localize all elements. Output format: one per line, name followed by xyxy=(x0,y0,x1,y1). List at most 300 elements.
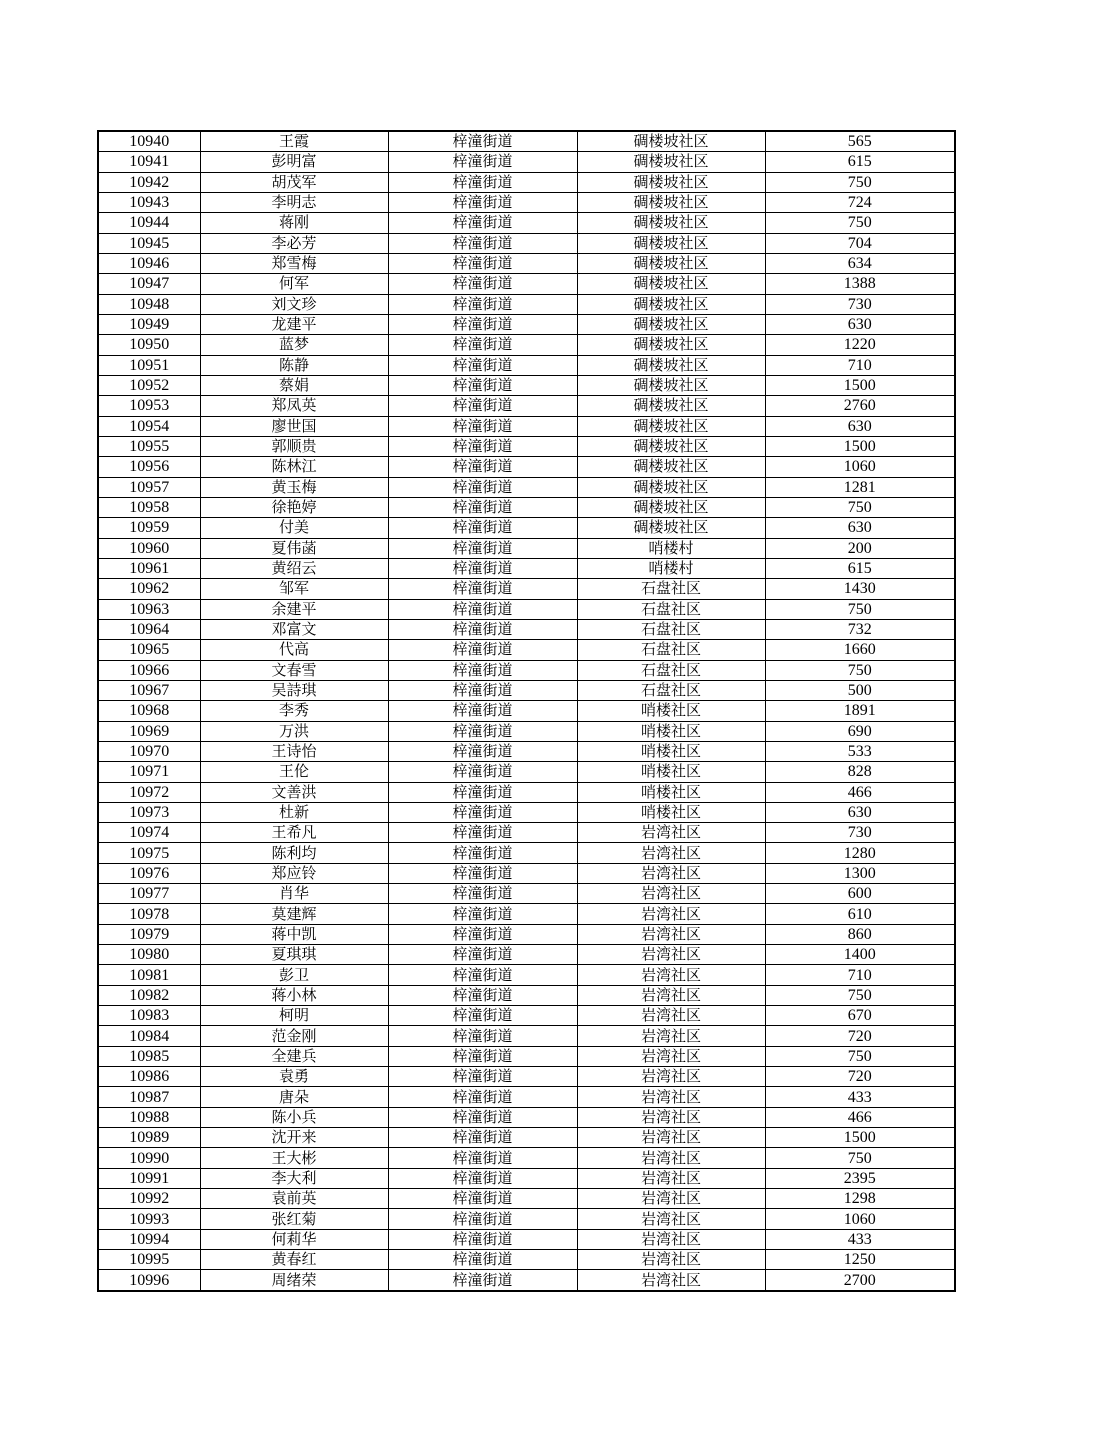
cell-street: 梓潼街道 xyxy=(388,213,577,233)
cell-community: 碉楼坡社区 xyxy=(577,192,765,212)
cell-name: 唐朵 xyxy=(200,1087,388,1107)
cell-name: 刘文珍 xyxy=(200,294,388,314)
table-row xyxy=(98,904,955,924)
cell-name: 黄玉梅 xyxy=(200,477,388,497)
cell-name: 夏琪琪 xyxy=(200,945,388,965)
cell-amount: 750 xyxy=(765,599,955,619)
cell-street: 梓潼街道 xyxy=(388,1107,577,1127)
cell-id: 10946 xyxy=(98,253,200,273)
cell-amount: 720 xyxy=(765,1026,955,1046)
table-row xyxy=(98,945,955,965)
cell-id: 10973 xyxy=(98,802,200,822)
cell-name: 彭明富 xyxy=(200,152,388,172)
cell-community: 碉楼坡社区 xyxy=(577,436,765,456)
cell-id: 10959 xyxy=(98,518,200,538)
table-row xyxy=(98,314,955,334)
cell-amount: 1060 xyxy=(765,1209,955,1229)
cell-community: 岩湾社区 xyxy=(577,1229,765,1249)
cell-street: 梓潼街道 xyxy=(388,1209,577,1229)
cell-id: 10993 xyxy=(98,1209,200,1229)
table-row xyxy=(98,924,955,944)
cell-id: 10979 xyxy=(98,924,200,944)
table-row xyxy=(98,152,955,172)
cell-name: 彭卫 xyxy=(200,965,388,985)
cell-street: 梓潼街道 xyxy=(388,1189,577,1209)
cell-street: 梓潼街道 xyxy=(388,782,577,802)
table-row xyxy=(98,416,955,436)
cell-id: 10967 xyxy=(98,680,200,700)
cell-community: 岩湾社区 xyxy=(577,1148,765,1168)
cell-id: 10966 xyxy=(98,660,200,680)
cell-street: 梓潼街道 xyxy=(388,599,577,619)
cell-community: 碉楼坡社区 xyxy=(577,355,765,375)
cell-amount: 1298 xyxy=(765,1189,955,1209)
cell-id: 10965 xyxy=(98,640,200,660)
cell-street: 梓潼街道 xyxy=(388,558,577,578)
cell-street: 梓潼街道 xyxy=(388,863,577,883)
cell-community: 哨楼社区 xyxy=(577,721,765,741)
cell-name: 蒋刚 xyxy=(200,213,388,233)
cell-community: 碉楼坡社区 xyxy=(577,477,765,497)
cell-amount: 533 xyxy=(765,741,955,761)
cell-id: 10991 xyxy=(98,1168,200,1188)
cell-street: 梓潼街道 xyxy=(388,640,577,660)
cell-street: 梓潼街道 xyxy=(388,294,577,314)
table-row xyxy=(98,863,955,883)
cell-id: 10974 xyxy=(98,823,200,843)
cell-street: 梓潼街道 xyxy=(388,1250,577,1270)
cell-name: 代高 xyxy=(200,640,388,660)
cell-community: 碉楼坡社区 xyxy=(577,294,765,314)
cell-name: 李秀 xyxy=(200,701,388,721)
cell-name: 柯明 xyxy=(200,1006,388,1026)
cell-street: 梓潼街道 xyxy=(388,457,577,477)
cell-amount: 1400 xyxy=(765,945,955,965)
cell-id: 10983 xyxy=(98,1006,200,1026)
cell-id: 10984 xyxy=(98,1026,200,1046)
table-row xyxy=(98,660,955,680)
cell-id: 10962 xyxy=(98,579,200,599)
cell-amount: 724 xyxy=(765,192,955,212)
table-row xyxy=(98,274,955,294)
cell-amount: 466 xyxy=(765,782,955,802)
cell-street: 梓潼街道 xyxy=(388,152,577,172)
cell-community: 哨楼村 xyxy=(577,538,765,558)
cell-amount: 690 xyxy=(765,721,955,741)
cell-street: 梓潼街道 xyxy=(388,1026,577,1046)
cell-community: 碉楼坡社区 xyxy=(577,233,765,253)
cell-street: 梓潼街道 xyxy=(388,518,577,538)
cell-community: 哨楼社区 xyxy=(577,701,765,721)
cell-id: 10981 xyxy=(98,965,200,985)
cell-community: 石盘社区 xyxy=(577,640,765,660)
cell-id: 10971 xyxy=(98,762,200,782)
cell-name: 蒋中凯 xyxy=(200,924,388,944)
cell-name: 王伦 xyxy=(200,762,388,782)
cell-street: 梓潼街道 xyxy=(388,762,577,782)
cell-amount: 732 xyxy=(765,619,955,639)
cell-amount: 200 xyxy=(765,538,955,558)
cell-amount: 1388 xyxy=(765,274,955,294)
cell-street: 梓潼街道 xyxy=(388,355,577,375)
cell-amount: 2700 xyxy=(765,1270,955,1291)
cell-name: 余建平 xyxy=(200,599,388,619)
cell-street: 梓潼街道 xyxy=(388,436,577,456)
cell-amount: 828 xyxy=(765,762,955,782)
table-row xyxy=(98,1148,955,1168)
table-row xyxy=(98,640,955,660)
cell-amount: 630 xyxy=(765,802,955,822)
cell-name: 袁勇 xyxy=(200,1067,388,1087)
cell-street: 梓潼街道 xyxy=(388,985,577,1005)
cell-amount: 2760 xyxy=(765,396,955,416)
table-row xyxy=(98,1026,955,1046)
cell-id: 10977 xyxy=(98,884,200,904)
cell-community: 碉楼坡社区 xyxy=(577,253,765,273)
cell-id: 10949 xyxy=(98,314,200,334)
cell-name: 何军 xyxy=(200,274,388,294)
cell-name: 蔡娟 xyxy=(200,375,388,395)
cell-community: 岩湾社区 xyxy=(577,924,765,944)
cell-name: 郑应铃 xyxy=(200,863,388,883)
cell-community: 岩湾社区 xyxy=(577,985,765,1005)
cell-name: 张红菊 xyxy=(200,1209,388,1229)
table-row xyxy=(98,985,955,1005)
cell-name: 郑雪梅 xyxy=(200,253,388,273)
table-row xyxy=(98,843,955,863)
cell-id: 10978 xyxy=(98,904,200,924)
cell-amount: 1430 xyxy=(765,579,955,599)
cell-street: 梓潼街道 xyxy=(388,416,577,436)
cell-community: 岩湾社区 xyxy=(577,1006,765,1026)
cell-name: 范金刚 xyxy=(200,1026,388,1046)
cell-community: 岩湾社区 xyxy=(577,1026,765,1046)
cell-amount: 750 xyxy=(765,497,955,517)
cell-community: 碉楼坡社区 xyxy=(577,497,765,517)
cell-name: 徐艳婷 xyxy=(200,497,388,517)
cell-id: 10948 xyxy=(98,294,200,314)
cell-community: 碉楼坡社区 xyxy=(577,396,765,416)
cell-name: 龙建平 xyxy=(200,314,388,334)
cell-community: 哨楼社区 xyxy=(577,741,765,761)
table-row xyxy=(98,1250,955,1270)
cell-amount: 610 xyxy=(765,904,955,924)
cell-id: 10989 xyxy=(98,1128,200,1148)
cell-amount: 500 xyxy=(765,680,955,700)
cell-street: 梓潼街道 xyxy=(388,802,577,822)
cell-street: 梓潼街道 xyxy=(388,274,577,294)
cell-amount: 433 xyxy=(765,1087,955,1107)
cell-amount: 630 xyxy=(765,416,955,436)
cell-community: 岩湾社区 xyxy=(577,863,765,883)
cell-name: 李明志 xyxy=(200,192,388,212)
cell-community: 岩湾社区 xyxy=(577,1270,765,1291)
cell-id: 10944 xyxy=(98,213,200,233)
cell-community: 哨楼社区 xyxy=(577,762,765,782)
cell-community: 石盘社区 xyxy=(577,680,765,700)
cell-name: 何莉华 xyxy=(200,1229,388,1249)
cell-amount: 1660 xyxy=(765,640,955,660)
cell-community: 哨楼社区 xyxy=(577,782,765,802)
cell-name: 李必芳 xyxy=(200,233,388,253)
cell-amount: 1060 xyxy=(765,457,955,477)
table-row xyxy=(98,762,955,782)
cell-community: 石盘社区 xyxy=(577,660,765,680)
cell-street: 梓潼街道 xyxy=(388,741,577,761)
cell-amount: 2395 xyxy=(765,1168,955,1188)
cell-name: 肖华 xyxy=(200,884,388,904)
cell-amount: 860 xyxy=(765,924,955,944)
cell-name: 沈开来 xyxy=(200,1128,388,1148)
cell-community: 石盘社区 xyxy=(577,619,765,639)
cell-id: 10970 xyxy=(98,741,200,761)
cell-id: 10952 xyxy=(98,375,200,395)
cell-street: 梓潼街道 xyxy=(388,579,577,599)
cell-street: 梓潼街道 xyxy=(388,131,577,152)
cell-community: 岩湾社区 xyxy=(577,1087,765,1107)
table-row xyxy=(98,1087,955,1107)
cell-id: 10941 xyxy=(98,152,200,172)
table-row xyxy=(98,1270,955,1291)
cell-name: 黄春红 xyxy=(200,1250,388,1270)
cell-id: 10953 xyxy=(98,396,200,416)
cell-street: 梓潼街道 xyxy=(388,965,577,985)
cell-street: 梓潼街道 xyxy=(388,335,577,355)
cell-amount: 730 xyxy=(765,294,955,314)
cell-street: 梓潼街道 xyxy=(388,680,577,700)
cell-street: 梓潼街道 xyxy=(388,823,577,843)
cell-amount: 1250 xyxy=(765,1250,955,1270)
cell-amount: 750 xyxy=(765,660,955,680)
cell-community: 碉楼坡社区 xyxy=(577,172,765,192)
cell-name: 廖世国 xyxy=(200,416,388,436)
cell-amount: 615 xyxy=(765,152,955,172)
cell-id: 10985 xyxy=(98,1046,200,1066)
cell-id: 10950 xyxy=(98,335,200,355)
cell-name: 周绪荣 xyxy=(200,1270,388,1291)
cell-community: 哨楼村 xyxy=(577,558,765,578)
cell-id: 10988 xyxy=(98,1107,200,1127)
cell-id: 10961 xyxy=(98,558,200,578)
cell-id: 10942 xyxy=(98,172,200,192)
cell-street: 梓潼街道 xyxy=(388,253,577,273)
cell-id: 10947 xyxy=(98,274,200,294)
table-row xyxy=(98,558,955,578)
table-row xyxy=(98,1168,955,1188)
cell-street: 梓潼街道 xyxy=(388,701,577,721)
cell-name: 陈小兵 xyxy=(200,1107,388,1127)
table-row xyxy=(98,619,955,639)
cell-community: 岩湾社区 xyxy=(577,965,765,985)
cell-name: 郑凤英 xyxy=(200,396,388,416)
cell-id: 10982 xyxy=(98,985,200,1005)
cell-name: 文善洪 xyxy=(200,782,388,802)
cell-amount: 565 xyxy=(765,131,955,152)
table-row xyxy=(98,579,955,599)
cell-name: 夏伟菡 xyxy=(200,538,388,558)
cell-id: 10976 xyxy=(98,863,200,883)
cell-community: 碉楼坡社区 xyxy=(577,152,765,172)
cell-amount: 750 xyxy=(765,172,955,192)
table-row xyxy=(98,233,955,253)
cell-community: 岩湾社区 xyxy=(577,1046,765,1066)
table-row xyxy=(98,294,955,314)
cell-name: 陈利均 xyxy=(200,843,388,863)
cell-community: 石盘社区 xyxy=(577,599,765,619)
cell-street: 梓潼街道 xyxy=(388,314,577,334)
cell-street: 梓潼街道 xyxy=(388,192,577,212)
cell-name: 陈林江 xyxy=(200,457,388,477)
cell-community: 岩湾社区 xyxy=(577,843,765,863)
cell-id: 10955 xyxy=(98,436,200,456)
cell-amount: 704 xyxy=(765,233,955,253)
cell-community: 石盘社区 xyxy=(577,579,765,599)
table-row xyxy=(98,782,955,802)
cell-id: 10986 xyxy=(98,1067,200,1087)
cell-amount: 1500 xyxy=(765,375,955,395)
cell-street: 梓潼街道 xyxy=(388,497,577,517)
cell-name: 胡茂军 xyxy=(200,172,388,192)
table-row xyxy=(98,375,955,395)
cell-id: 10943 xyxy=(98,192,200,212)
cell-street: 梓潼街道 xyxy=(388,396,577,416)
cell-id: 10987 xyxy=(98,1087,200,1107)
table-row xyxy=(98,701,955,721)
cell-id: 10954 xyxy=(98,416,200,436)
table-row xyxy=(98,599,955,619)
table-row xyxy=(98,884,955,904)
cell-amount: 730 xyxy=(765,823,955,843)
cell-amount: 1220 xyxy=(765,335,955,355)
cell-amount: 670 xyxy=(765,1006,955,1026)
table-row xyxy=(98,192,955,212)
cell-community: 岩湾社区 xyxy=(577,884,765,904)
cell-id: 10964 xyxy=(98,619,200,639)
cell-id: 10990 xyxy=(98,1148,200,1168)
cell-name: 邹军 xyxy=(200,579,388,599)
table-row xyxy=(98,131,955,152)
cell-id: 10969 xyxy=(98,721,200,741)
table-row xyxy=(98,1067,955,1087)
cell-amount: 710 xyxy=(765,965,955,985)
cell-name: 郭顺贵 xyxy=(200,436,388,456)
cell-name: 蓝梦 xyxy=(200,335,388,355)
cell-id: 10994 xyxy=(98,1229,200,1249)
cell-amount: 630 xyxy=(765,314,955,334)
cell-street: 梓潼街道 xyxy=(388,1006,577,1026)
table-row xyxy=(98,172,955,192)
table-row xyxy=(98,1209,955,1229)
cell-community: 岩湾社区 xyxy=(577,1107,765,1127)
cell-id: 10992 xyxy=(98,1189,200,1209)
cell-name: 杜新 xyxy=(200,802,388,822)
table-row xyxy=(98,680,955,700)
table-row xyxy=(98,721,955,741)
table-row xyxy=(98,1189,955,1209)
cell-amount: 750 xyxy=(765,1148,955,1168)
table-row xyxy=(98,457,955,477)
cell-name: 文春雪 xyxy=(200,660,388,680)
cell-id: 10958 xyxy=(98,497,200,517)
cell-street: 梓潼街道 xyxy=(388,660,577,680)
table-row xyxy=(98,396,955,416)
cell-amount: 710 xyxy=(765,355,955,375)
cell-street: 梓潼街道 xyxy=(388,375,577,395)
cell-amount: 750 xyxy=(765,985,955,1005)
cell-street: 梓潼街道 xyxy=(388,1067,577,1087)
cell-street: 梓潼街道 xyxy=(388,619,577,639)
cell-street: 梓潼街道 xyxy=(388,1270,577,1291)
cell-amount: 750 xyxy=(765,1046,955,1066)
cell-amount: 600 xyxy=(765,884,955,904)
cell-name: 邓富文 xyxy=(200,619,388,639)
cell-street: 梓潼街道 xyxy=(388,1229,577,1249)
cell-id: 10975 xyxy=(98,843,200,863)
cell-id: 10980 xyxy=(98,945,200,965)
cell-street: 梓潼街道 xyxy=(388,945,577,965)
cell-name: 全建兵 xyxy=(200,1046,388,1066)
cell-amount: 720 xyxy=(765,1067,955,1087)
cell-community: 碉楼坡社区 xyxy=(577,274,765,294)
cell-amount: 1281 xyxy=(765,477,955,497)
cell-street: 梓潼街道 xyxy=(388,233,577,253)
table-row xyxy=(98,253,955,273)
cell-community: 碉楼坡社区 xyxy=(577,314,765,334)
cell-street: 梓潼街道 xyxy=(388,1168,577,1188)
cell-amount: 1891 xyxy=(765,701,955,721)
cell-community: 碉楼坡社区 xyxy=(577,457,765,477)
cell-street: 梓潼街道 xyxy=(388,477,577,497)
table-row xyxy=(98,497,955,517)
table-row xyxy=(98,1107,955,1127)
cell-street: 梓潼街道 xyxy=(388,904,577,924)
cell-street: 梓潼街道 xyxy=(388,1148,577,1168)
cell-name: 王霞 xyxy=(200,131,388,152)
cell-id: 10963 xyxy=(98,599,200,619)
cell-street: 梓潼街道 xyxy=(388,1087,577,1107)
cell-amount: 1500 xyxy=(765,1128,955,1148)
cell-id: 10995 xyxy=(98,1250,200,1270)
table-row xyxy=(98,436,955,456)
cell-name: 陈静 xyxy=(200,355,388,375)
cell-community: 岩湾社区 xyxy=(577,904,765,924)
cell-id: 10945 xyxy=(98,233,200,253)
cell-id: 10957 xyxy=(98,477,200,497)
cell-community: 岩湾社区 xyxy=(577,823,765,843)
table-row xyxy=(98,477,955,497)
table-row xyxy=(98,823,955,843)
cell-street: 梓潼街道 xyxy=(388,924,577,944)
cell-community: 碉楼坡社区 xyxy=(577,335,765,355)
cell-community: 岩湾社区 xyxy=(577,1250,765,1270)
cell-community: 碉楼坡社区 xyxy=(577,131,765,152)
cell-id: 10956 xyxy=(98,457,200,477)
cell-amount: 1300 xyxy=(765,863,955,883)
cell-amount: 466 xyxy=(765,1107,955,1127)
table-row xyxy=(98,1229,955,1249)
table-row xyxy=(98,213,955,233)
table-row xyxy=(98,802,955,822)
table-body xyxy=(98,131,955,1291)
cell-id: 10972 xyxy=(98,782,200,802)
cell-name: 付美 xyxy=(200,518,388,538)
table-row xyxy=(98,965,955,985)
cell-id: 10940 xyxy=(98,131,200,152)
cell-name: 黄绍云 xyxy=(200,558,388,578)
cell-amount: 630 xyxy=(765,518,955,538)
cell-community: 哨楼社区 xyxy=(577,802,765,822)
cell-name: 李大利 xyxy=(200,1168,388,1188)
